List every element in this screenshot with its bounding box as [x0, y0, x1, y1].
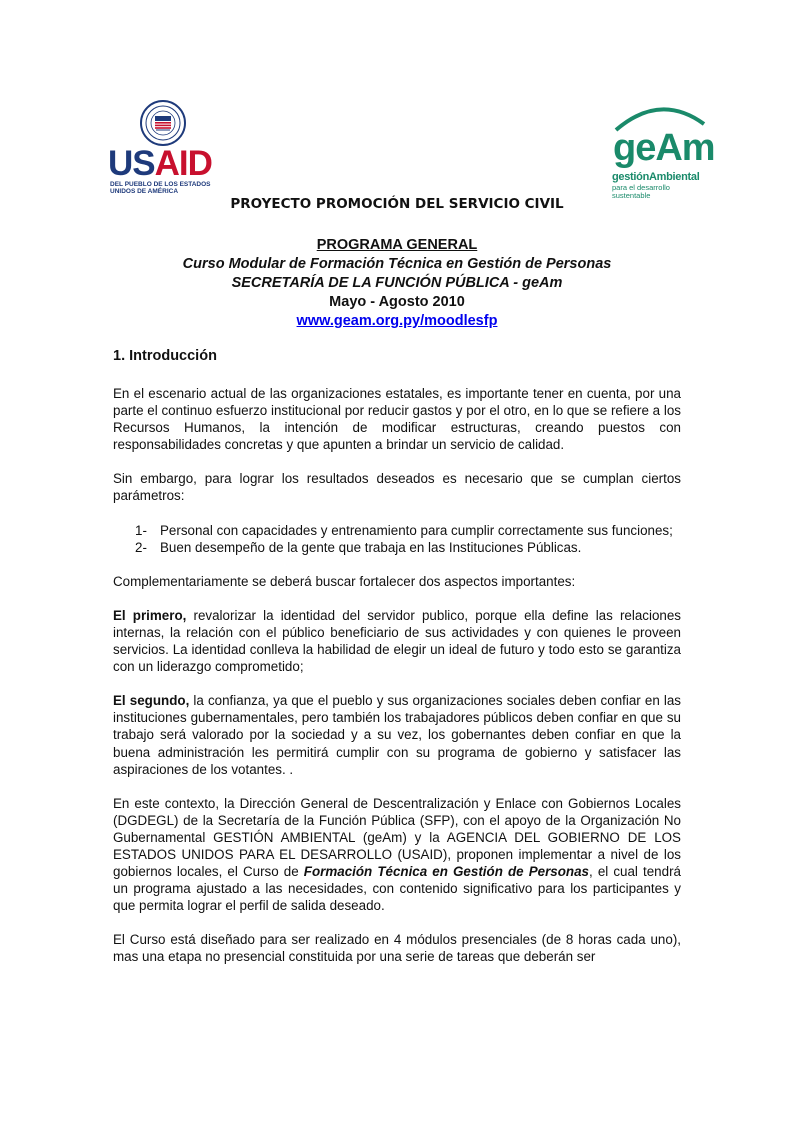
list-item — [113, 539, 681, 556]
document-body — [113, 385, 681, 983]
paragraph: Complementariamente se deberá buscar fortalecer dos aspectos importantes: — [113, 573, 576, 589]
list-item-number: 2- — [135, 539, 147, 555]
geam-subtitle: gestiónAmbiental — [612, 171, 700, 183]
usaid-tagline: DEL PUEBLO DE LOS ESTADOS UNIDOS DE AMÉRICA — [110, 181, 211, 195]
paragraph: En este contexto, la Dirección General de Descentralización y Enlace con Gobiernos Locales (DGDEGL) de la Secretaría de la Función Pública (SFP), con el apoyo de la Organización No Gubernamental GESTIÓN AMBIENTAL (geAm) y la AGENCIA DEL GOBIERNO DE LOS ESTADOS UNIDOS PARA EL DESARROLLO (USAID), proponen implementar a nivel de los gobiernos locales, el Curso de Formación Técnica en Gestión de Personas, el cual tendrá un programa ajustado a las necesidades, con contenido significativo para los participantes y que permita lograr el perfil de salida deseado. — [113, 795, 681, 914]
course-name-emphasis: Formación Técnica en Gestión de Personas — [303, 864, 589, 880]
list-item — [113, 522, 681, 539]
program-url-link[interactable]: www.geam.org.py/moodlesfp — [296, 313, 498, 329]
geam-name: geAm — [613, 127, 715, 169]
program-dates: Mayo - Agosto 2010 — [329, 294, 465, 310]
list-item-text: Personal con capacidades y entrenamiento para cumplir correctamente sus funciones; — [160, 522, 673, 538]
list-item-number: 1- — [135, 522, 147, 538]
paragraph: En el escenario actual de las organizaciones estatales, es importante tener en cuenta, por una parte el continuo esfuerzo institucional por reducir gastos y por el otro, en lo que se refiere a los Recursos Humanos, la intención de modificar estructuras, creando puestos con responsabilidades concretas y que apunten a brindar un servicio de calidad. — [113, 386, 681, 453]
paragraph: El Curso está diseñado para ser realizado en 4 módulos presenciales (de 8 horas cada uno), mas una etapa no presencial constituida por una serie de tareas que deberán ser — [113, 932, 681, 965]
course-title: Curso Modular de Formación Técnica en Gestión de Personas — [182, 256, 612, 272]
paragraph-lead: El segundo, — [113, 693, 190, 709]
usaid-logo — [108, 100, 220, 195]
paragraph: Sin embargo, para lograr los resultados deseados es necesario que se cumplan ciertos parámetros: — [113, 471, 681, 504]
list-item-text: Buen desempeño de la gente que trabaja en las Instituciones Públicas. — [160, 539, 582, 555]
usaid-seal-icon — [140, 100, 186, 146]
section-heading: 1. Introducción — [113, 348, 217, 364]
geam-tagline: para el desarrollo sustentable — [612, 183, 670, 200]
requirements-list — [113, 522, 681, 556]
usaid-wordmark: USAID — [108, 144, 212, 183]
program-block — [113, 236, 681, 331]
program-title: PROGRAMA GENERAL — [316, 237, 478, 253]
geam-logo — [612, 98, 715, 200]
paragraph: El primero, revalorizar la identidad del servidor publico, porque ella define las relaciones internas, la relación con el público beneficiario de sus actividades y con quienes le proveen servicios. La identidad conlleva la habilidad de elegir un ideal de futuro y todo esto se garantiza con un liderazgo comprometido; — [113, 607, 681, 675]
paragraph: El segundo, la confianza, ya que el pueblo y sus organizaciones sociales deben confiar en las instituciones gubernamentales, pero también los trabajadores públicos deben confiar en que su trabajo será valorado por la sociedad y a su vez, los gobernantes deben confiar en que la buena administración les permitirá cumplir con su programa de gobierno y satisfacer las aspiraciones de los votantes. . — [113, 693, 682, 777]
paragraph-lead: El primero, — [113, 607, 187, 623]
secretariat-title: SECRETARÍA DE LA FUNCIÓN PÚBLICA - geAm — [231, 275, 563, 291]
project-title: PROYECTO PROMOCIÓN DEL SERVICIO CIVIL — [230, 196, 564, 212]
